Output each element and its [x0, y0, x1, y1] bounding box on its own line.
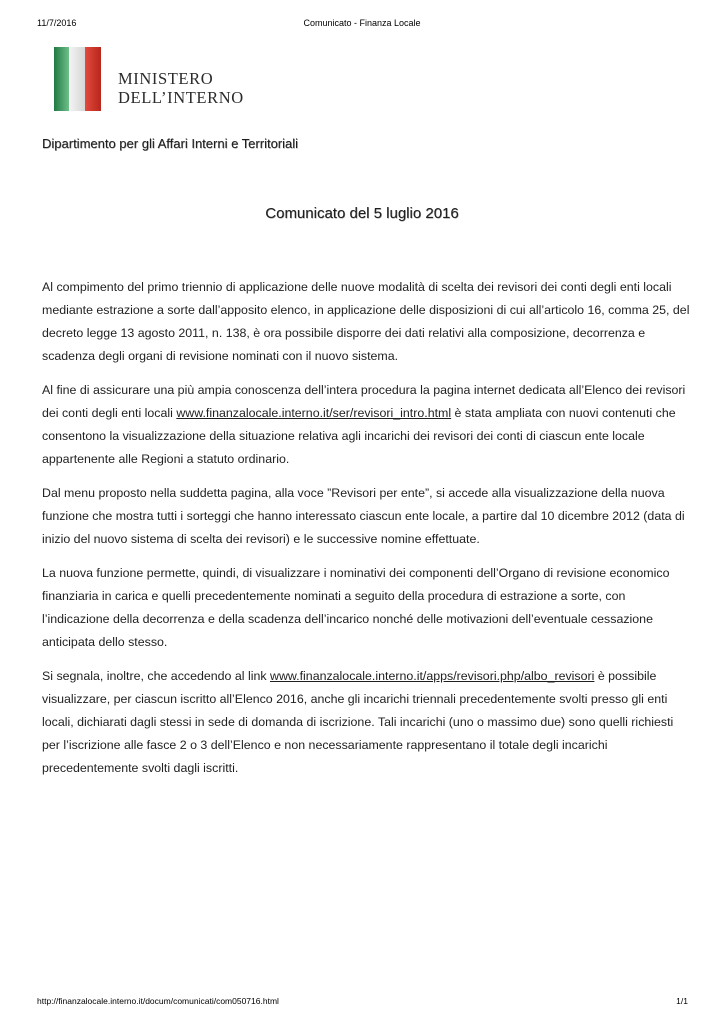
paragraph-2 — [42, 379, 690, 471]
italian-flag-icon — [52, 47, 104, 111]
ministry-name — [118, 69, 244, 107]
print-footer — [0, 996, 724, 1008]
paragraph-5 — [42, 665, 690, 780]
page-number: 1/1 — [676, 996, 688, 1006]
paragraph-2-text-before: Al fine di assicurare una più ampia conoscenza dell’intera procedura la pagina internet dedicata all’Elenco dei revisori dei conti degli enti locali — [42, 383, 686, 420]
paragraph-1: Al compimento del primo triennio di applicazione delle nuove modalità di scelta dei revisori dei conti degli enti locali mediante estrazione a sorte dall’apposito elenco, in applicazione delle disposizioni di cui all’articolo 16, comma 25, del decreto legge 13 agosto 2011, n. 138, è ora possibile disporre dei dati relativi alla composizione, decorrenza e scadenza degli organi di revisione nominati con il nuovo sistema. — [42, 280, 690, 363]
albo-revisori-link[interactable]: www.finanzalocale.interno.it/apps/revisori.php/albo_revisori — [270, 669, 595, 683]
print-url: http://finanzalocale.interno.it/docum/comunicati/com050716.html — [37, 996, 279, 1006]
print-header — [0, 18, 724, 30]
paragraph-5-text-after: è possibile visualizzare, per ciascun iscritto all’Elenco 2016, anche gli incarichi triennali precedentemente svolti presso gli enti locali, dichiarati dagli stessi in sede di domanda di iscrizione. Tali incarichi (uno o massimo due) sono quelli richiesti per l’iscrizione alle fasce 2 o 3 dell’Elenco e non necessariamente rappresentano il totale degli incarichi precedentemente svolti dagli iscritti. — [42, 669, 674, 775]
paragraph-4: La nuova funzione permette, quindi, di visualizzare i nominativi dei componenti dell’Organo di revisione economico finanziaria in carica e quelli precedentemente nominati a seguito della procedura di estrazione a sorte, con l’indicazione della decorrenza e della scadenza dell’incarico nonché delle motivazioni dell’eventuale cessazione anticipata dello stesso. — [42, 566, 670, 649]
department-heading: Dipartimento per gli Affari Interni e Territoriali — [42, 136, 299, 151]
revisori-intro-link[interactable]: www.finanzalocale.interno.it/ser/revisori_intro.html — [176, 406, 452, 420]
page-title: Comunicato del 5 luglio 2016 — [265, 205, 459, 222]
paragraph-5-text-before: Si segnala, inoltre, che accedendo al link — [42, 669, 270, 683]
ministry-name-line1: MINISTERO — [118, 69, 214, 88]
print-date: 11/7/2016 — [37, 18, 77, 28]
paragraph-3: Dal menu proposto nella suddetta pagina, alla voce ”Revisori per ente”, si accede alla visualizzazione della nuova funzione che mostra tutti i sorteggi che hanno interessato ciascun ente locale, a partire dal 10 dicembre 2012 (data di inizio del nuovo sistema di scelta dei revisori) e le successive nomine effettuate. — [42, 486, 685, 546]
print-page-title: Comunicato - Finanza Locale — [303, 18, 421, 28]
ministry-name-line2: DELL’INTERNO — [118, 88, 244, 107]
paragraph-2-text-after: è stata ampliata con nuovi contenuti che consentono la visualizzazione della situazione relativa agli incarichi dei revisori dei conti di ciascun ente locale appartenente alle Regioni a statuto ordinario. — [42, 406, 676, 466]
ministry-logo[interactable] — [52, 47, 272, 113]
article-body — [42, 276, 690, 791]
